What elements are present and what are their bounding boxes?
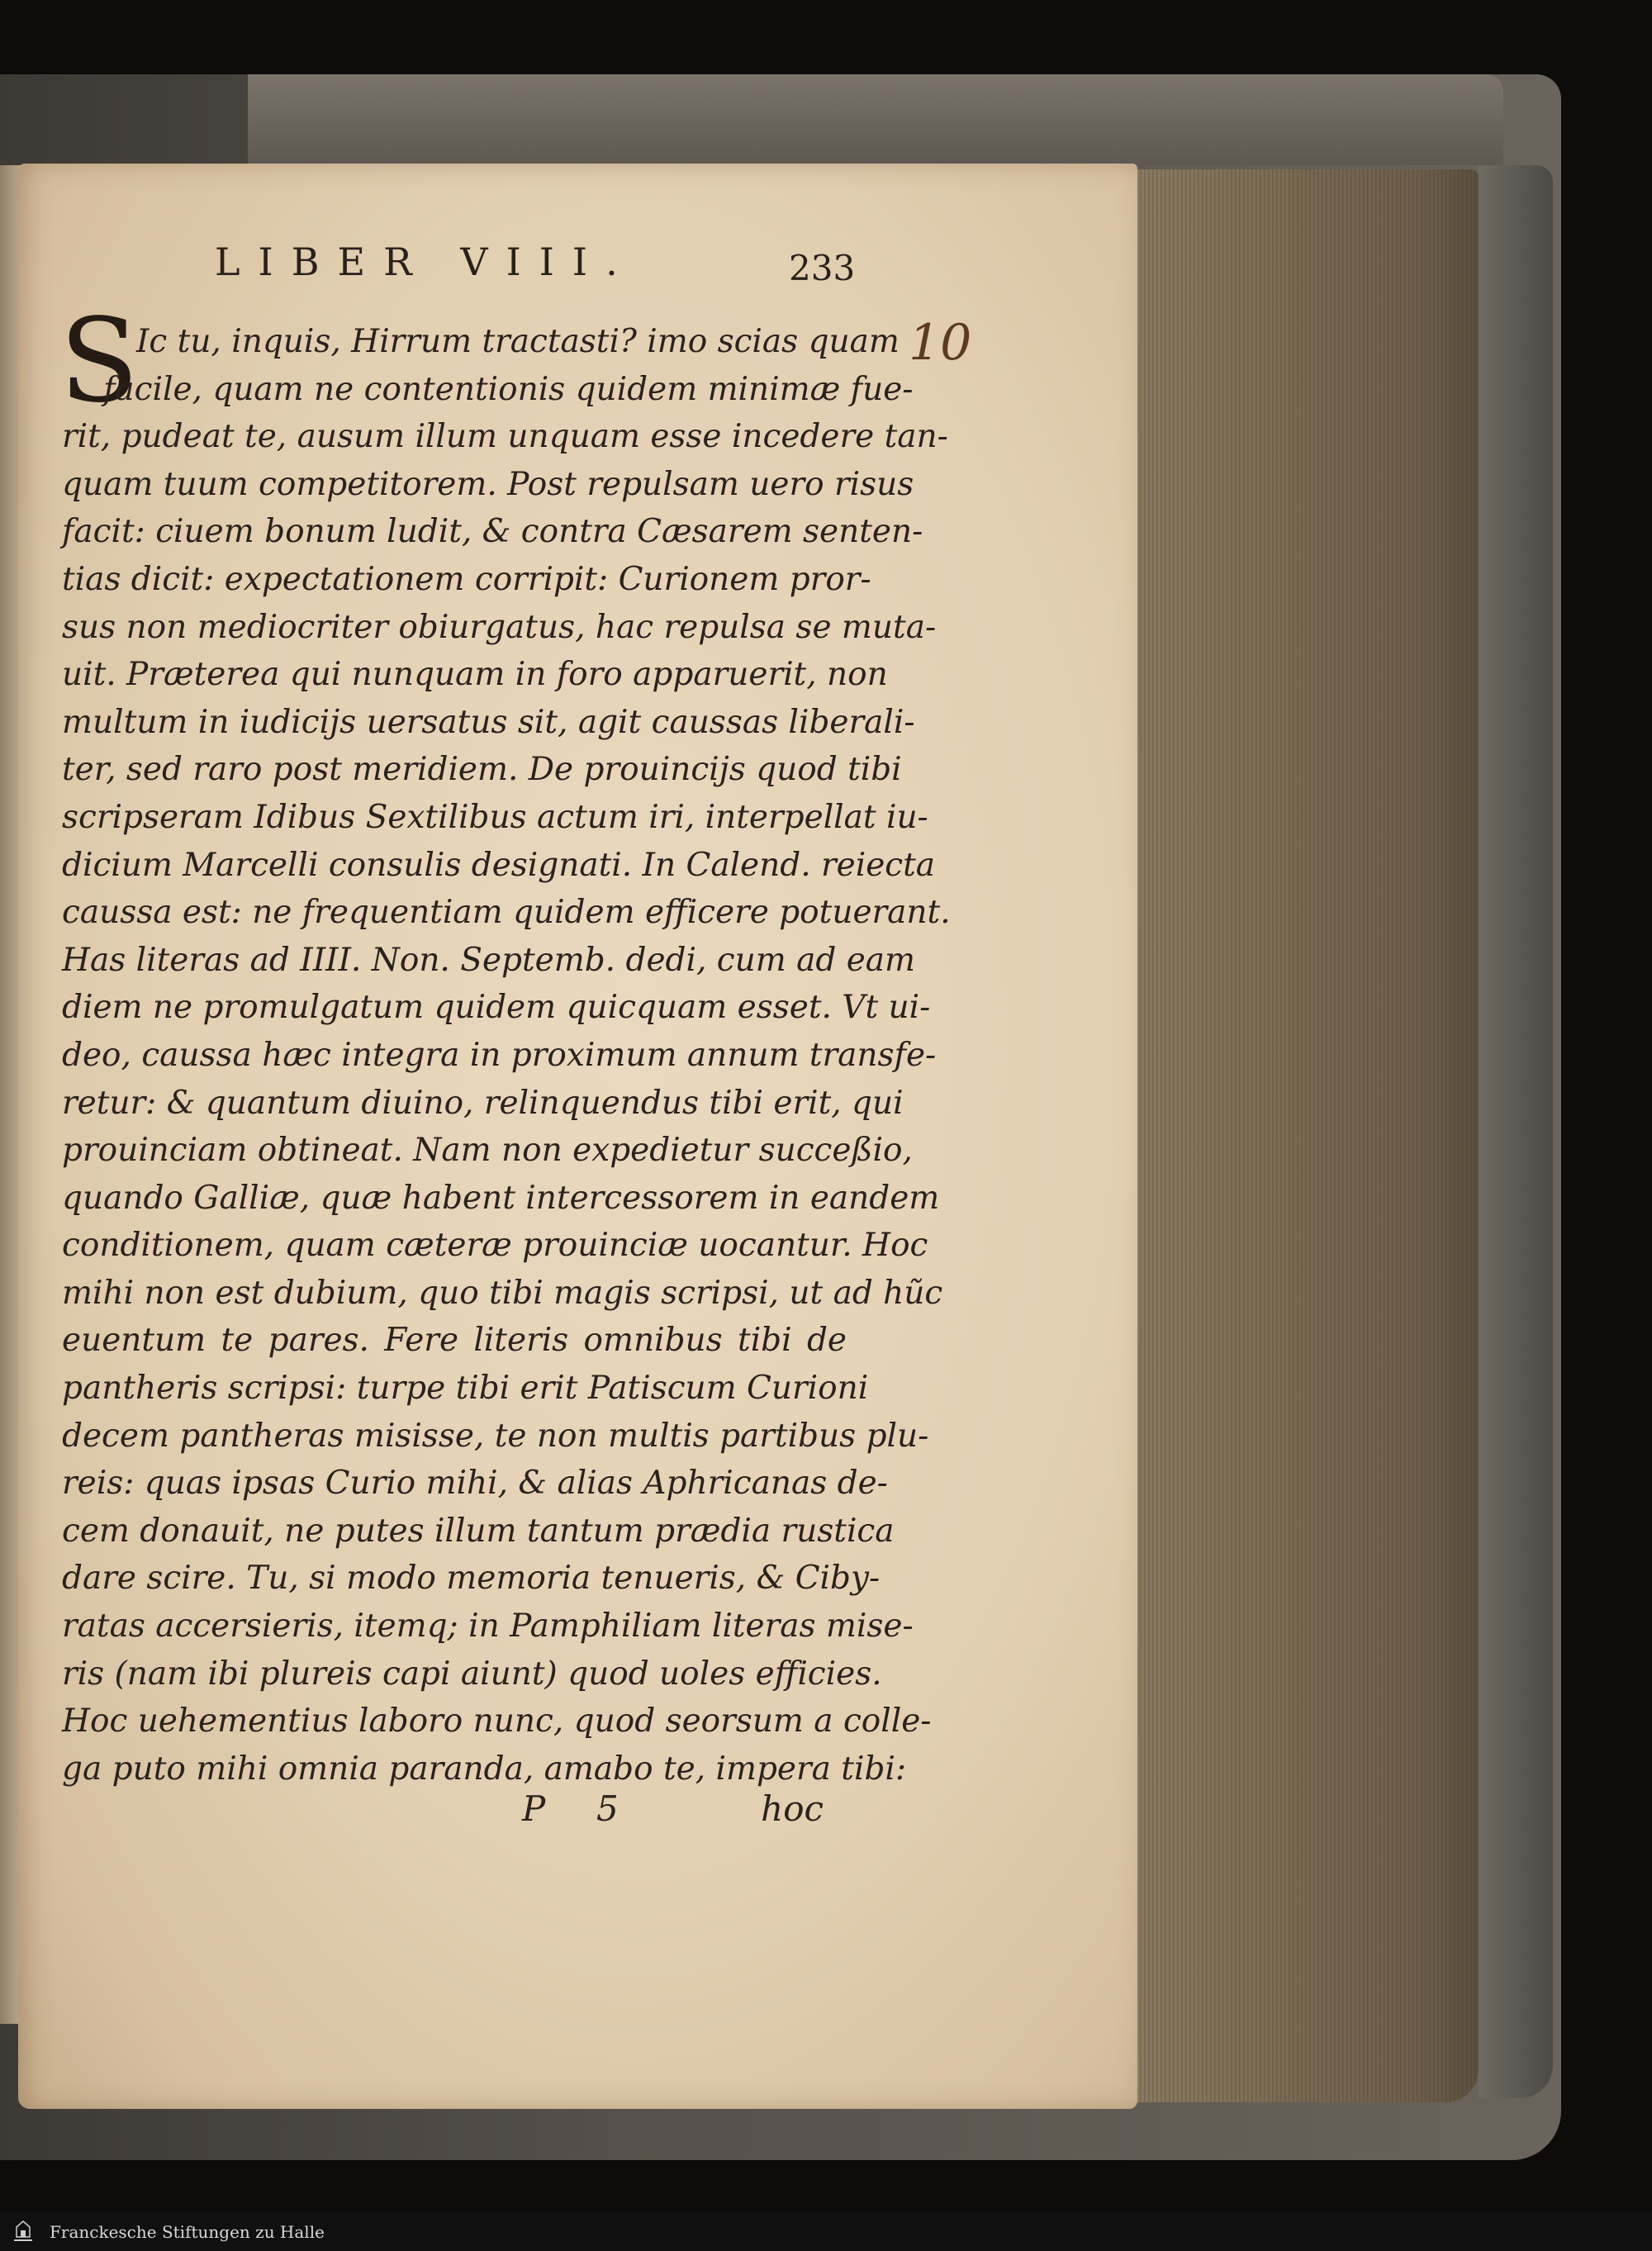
catchword: hoc [761, 1788, 824, 1829]
text-line: reis: quas ipsas Curio mihi, & alias Aphricanas de- [62, 1465, 888, 1503]
text-line: euentum te pares. Fere literis omnibus tibi de [62, 1322, 847, 1360]
footer-bar [0, 2212, 1652, 2251]
page-number: 233 [789, 248, 856, 288]
text-line: ratas accersieris, itemq; in Pamphiliam literas mise- [62, 1608, 914, 1646]
text-line: quando Galliæ, quæ habent intercessorem in eandem [62, 1179, 940, 1217]
text-line: multum in iudicijs uersatus sit, agit caussas liberali- [62, 703, 915, 741]
text-line: ga puto mihi omnia paranda, amabo te, impera tibi: [62, 1750, 907, 1788]
signature-number: 5 [596, 1788, 619, 1829]
text-line: facile, quam ne contentionis quidem minimæ fue- [103, 370, 914, 408]
text-line: rit, pudeat te, ausum illum unquam esse incedere tan- [62, 418, 948, 456]
text-line: diem ne promulgatum quidem quicquam esset. Vt ui- [62, 989, 931, 1027]
drop-cap: S [59, 294, 139, 429]
book-cover-top [248, 74, 1503, 165]
text-line: dicium Marcelli consulis designati. In Calend. reiecta [62, 846, 936, 884]
institution-logo-icon [12, 2219, 35, 2244]
text-line: quam tuum competitorem. Post repulsam uero risus [62, 465, 914, 503]
text-line: tias dicit: expectationem corripit: Curionem pror- [62, 560, 871, 598]
text-line: cem donauit, ne putes illum tantum prædia rustica [62, 1512, 895, 1550]
page-fore-edge [1132, 169, 1479, 2102]
text-line: ris (nam ibi plureis capi aiunt) quod uoles efficies. [62, 1655, 882, 1693]
text-line: Ic tu, inquis, Hirrum tractasti? imo scias quam [136, 323, 900, 360]
text-line: scripseram Idibus Sextilibus actum iri, interpellat iu- [62, 798, 928, 836]
page-footer-line [59, 1788, 824, 1838]
cover-edge [1479, 165, 1553, 2098]
text-line: sus non mediocriter obiurgatus, hac repulsa se muta- [62, 608, 937, 646]
text-line: Hoc uehementius laboro nunc, quod seorsum a colle- [62, 1702, 932, 1740]
text-line: prouinciam obtineat. Nam non expedietur succeßio, [62, 1132, 913, 1170]
text-line: caussa est: ne frequentiam quidem efficere potuerant. [62, 894, 951, 932]
text-line: decem pantheras misisse, te non multis partibus plu- [62, 1417, 929, 1455]
signature-mark: P [522, 1788, 546, 1829]
text-line: facit: ciuem bonum ludit, & contra Cæsarem senten- [62, 513, 923, 551]
text-line: dare scire. Tu, si modo memoria tenueris, & Ciby- [62, 1560, 881, 1598]
text-line: Has literas ad IIII. Non. Septemb. dedi, cum ad eam [62, 941, 916, 979]
text-line: ter, sed raro post meridiem. De prouincijs quod tibi [62, 751, 902, 789]
institution-name: Franckesche Stiftungen zu Halle [50, 2222, 325, 2242]
text-line: deo, caussa hæc integra in proximum annum transfe- [62, 1036, 937, 1074]
running-title: LIBER VIII. [215, 240, 636, 284]
text-line: pantheris scripsi: turpe tibi erit Patiscum Curioni [62, 1370, 869, 1408]
margin-note: 10 [909, 314, 972, 372]
text-line: conditionem, quam cæteræ prouinciæ uocantur. Hoc [62, 1227, 928, 1265]
text-line: mihi non est dubium, quo tibi magis scripsi, ut ad hũc [62, 1274, 943, 1312]
text-line: uit. Præterea qui nunquam in foro apparuerit, non [62, 656, 888, 694]
text-line: retur: & quantum diuino, relinquendus tibi erit, qui [62, 1084, 904, 1122]
